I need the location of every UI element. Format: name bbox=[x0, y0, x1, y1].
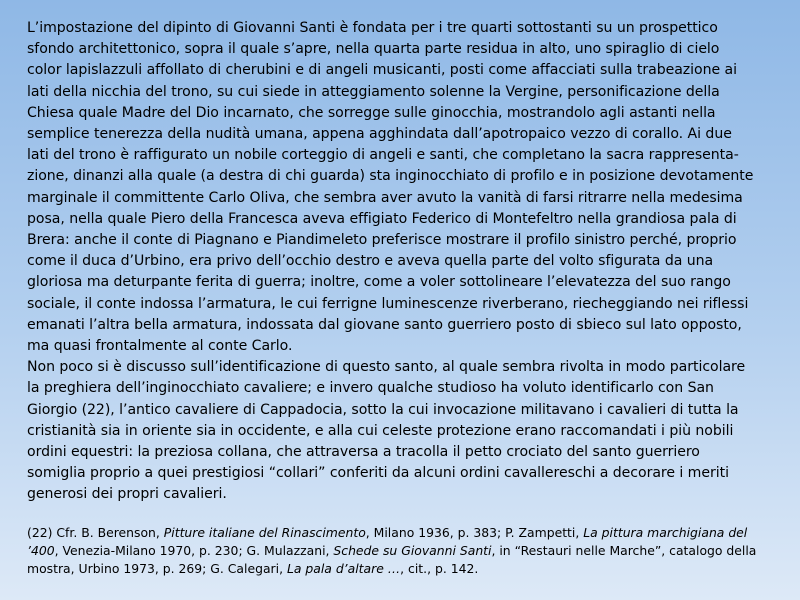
footnote-text: , in “Restauri nelle Marche”, catalogo della bbox=[491, 542, 757, 558]
footnote-line bbox=[27, 560, 774, 578]
footnote-text: mostra, Urbino 1973, p. 269; G. Calegari, bbox=[27, 561, 287, 577]
text-line: Chiesa quale Madre del Dio incarnato, che sorregge sulle ginocchia, mostrandolo agli astanti nella bbox=[27, 104, 716, 121]
footnote-title: ’400 bbox=[27, 542, 55, 558]
text-line: gloriosa ma deturpante ferita di guerra; inoltre, come a voler sottolineare l’elevatezza del suo rango bbox=[27, 274, 731, 291]
footnote-line bbox=[27, 542, 774, 560]
footnote-text: , Venezia-Milano 1970, p. 230; G. Mulazzani, bbox=[54, 542, 334, 558]
text-line: cristianità sia in oriente sia in occidente, e alla cui celeste protezione erano raccomandati i più nobili bbox=[27, 422, 734, 439]
footnote-text: , Milano 1936, p. 383; P. Zampetti, bbox=[365, 524, 584, 540]
footnote bbox=[27, 524, 774, 579]
text-line: somiglia proprio a quei prestigiosi “collari” conferiti da alcuni ordini cavallereschi a decorare i meriti bbox=[27, 465, 729, 482]
text-line: la preghiera dell’inginocchiato cavaliere; e invero qualche studioso ha voluto identificarlo con San bbox=[27, 380, 714, 397]
text-line: semplice tenerezza della nudità umana, appena agghindata dall’apotropaico vezzo di corallo. Ai due bbox=[27, 126, 732, 143]
text-line: ma quasi frontalmente al conte Carlo. bbox=[27, 338, 293, 355]
text-line: lati del trono è raffigurato un nobile corteggio di angeli e santi, che completano la sacra rappresenta- bbox=[27, 147, 739, 164]
text-line: posa, nella quale Piero della Francesca aveva effigiato Federico di Montefeltro nella grandiosa pala di bbox=[27, 210, 737, 227]
text-line: Non poco si è discusso sull’identificazione di questo santo, al quale sembra rivolta in modo particolare bbox=[27, 359, 746, 376]
main-text bbox=[27, 18, 774, 506]
text-line: emanati l’altra bella armatura, indossata dal giovane santo guerriero posto di sbieco sul lato opposto, bbox=[27, 316, 742, 333]
footnote-text: (22) Cfr. B. Berenson, bbox=[27, 524, 164, 540]
text-line: zione, dinanzi alla quale (a destra di chi guarda) sta inginocchiato di profilo e in posizione devotamente bbox=[27, 168, 754, 185]
footnote-title: La pala d’altare … bbox=[286, 561, 401, 577]
text-line: color lapislazzuli affollato di cherubini e di angeli musicanti, posti come affacciati sulla trabeazione ai bbox=[27, 62, 737, 79]
text-line: lati della nicchia del trono, su cui siede in atteggiamento solenne la Vergine, personificazione della bbox=[27, 83, 720, 100]
text-line: Giorgio (22), l’antico cavaliere di Cappadocia, sotto la cui invocazione militavano i cavalieri di tutta la bbox=[27, 401, 739, 418]
text-line: generosi dei propri cavalieri. bbox=[27, 486, 227, 503]
footnote-title: La pittura marchigiana del bbox=[583, 524, 748, 540]
text-line: ordini equestri: la preziosa collana, che attraversa a tracolla il petto crociato del santo guerriero bbox=[27, 444, 700, 461]
footnote-title: Schede su Giovanni Santi bbox=[333, 542, 492, 558]
footnote-title: Pitture italiane del Rinascimento bbox=[163, 524, 366, 540]
footnote-line bbox=[27, 524, 774, 542]
text-line: Brera: anche il conte di Piagnano e Piandimeleto preferisce mostrare il profilo sinistro perché, proprio bbox=[27, 232, 737, 249]
text-line: marginale il committente Carlo Oliva, che sembra aver avuto la vanità di farsi ritrarre nella medesima bbox=[27, 189, 743, 206]
footnote-text: , cit., p. 142. bbox=[400, 561, 479, 577]
text-line: sfondo architettonico, sopra il quale s’apre, nella quarta parte residua in alto, uno spiraglio di cielo bbox=[27, 41, 720, 58]
text-line: L’impostazione del dipinto di Giovanni Santi è fondata per i tre quarti sottostanti su un prospettico bbox=[27, 20, 718, 36]
text-line: sociale, il conte indossa l’armatura, le cui ferrigne luminescenze riverberano, riecheggiando nei riflessi bbox=[27, 295, 749, 312]
text-line: come il duca d’Urbino, era privo dell’occhio destro e aveva quella parte del volto sfigurata da una bbox=[27, 253, 714, 270]
